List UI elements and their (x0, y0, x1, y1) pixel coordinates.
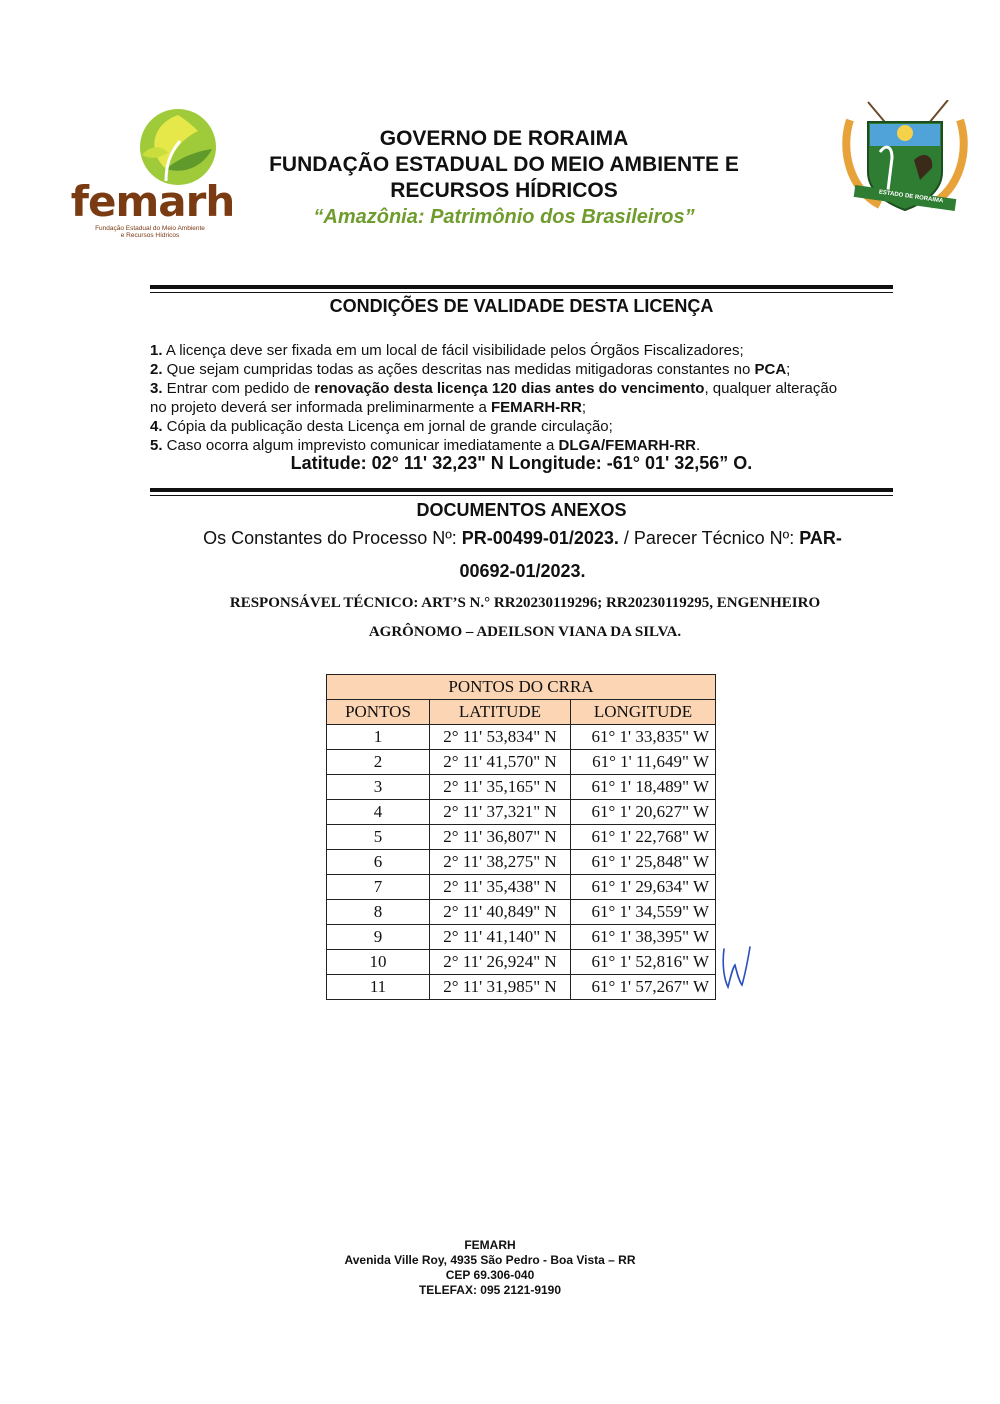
condition-item (150, 417, 910, 436)
coat-banner-text: ESTADO DE RORAIMA (878, 189, 944, 205)
roraima-coat-of-arms (840, 100, 970, 225)
cell-point: 11 (327, 975, 430, 1000)
condition-text: Que sejam cumpridas todas as ações descritas nas medidas mitigadoras constantes no (162, 361, 755, 378)
cell-longitude: 61° 1' 11,649" W (571, 750, 716, 775)
table-body (327, 725, 716, 1000)
footer-contact (300, 1238, 680, 1298)
logo-tagline (70, 225, 230, 239)
cell-latitude: 2° 11' 38,275" N (430, 850, 571, 875)
logo-tagline-line2: e Recursos Hídricos (120, 232, 180, 239)
cell-point: 7 (327, 875, 430, 900)
cell-latitude: 2° 11' 35,165" N (430, 775, 571, 800)
table-row (327, 775, 716, 800)
parecer-label: / Parecer Técnico Nº: (618, 528, 800, 548)
handwritten-initial-signature (718, 945, 754, 991)
table-row (327, 900, 716, 925)
responsible-line1: RESPONSÁVEL TÉCNICO: ART’S N.° RR20230119296; RR20230119295, ENGENHEIRO (229, 595, 821, 611)
column-header-pontos: PONTOS (327, 700, 430, 725)
table-row (327, 800, 716, 825)
table-row (327, 850, 716, 875)
condition-text: Cópia da publicação desta Licença em jornal de grande circulação; (162, 418, 613, 435)
condition-item (150, 379, 910, 417)
cell-latitude: 2° 11' 37,321" N (430, 800, 571, 825)
condition-item (150, 341, 910, 360)
condition-number: 4. (150, 418, 163, 435)
header-line-government: GOVERNO DE RORAIMA (379, 127, 629, 150)
footer-cep: CEP 69.306-040 (445, 1268, 535, 1282)
logo-wordmark: femarh (70, 177, 235, 226)
parecer-number-cont: 00692-01/2023. (459, 561, 586, 581)
process-reference (160, 522, 885, 588)
header-line-foundation: FUNDAÇÃO ESTADUAL DO MEIO AMBIENTE E (269, 153, 739, 176)
cell-point: 6 (327, 850, 430, 875)
coat-of-arms-icon (840, 100, 970, 225)
responsible-line2: AGRÔNOMO – ADEILSON VIANA DA SILVA. (368, 624, 682, 640)
cell-latitude: 2° 11' 36,807" N (430, 825, 571, 850)
cell-latitude: 2° 11' 53,834" N (430, 725, 571, 750)
cell-longitude: 61° 1' 22,768" W (571, 825, 716, 850)
condition-emphasis: DLGA/FEMARH-RR (558, 437, 696, 454)
crra-points-table (326, 674, 716, 1000)
condition-text: . (696, 437, 701, 454)
documents-title: DOCUMENTOS ANEXOS (416, 500, 627, 520)
leaf-logo-icon (70, 105, 235, 185)
condition-number: 2. (150, 361, 163, 378)
condition-number: 5. (150, 437, 163, 454)
cell-point: 4 (327, 800, 430, 825)
cell-longitude: 61° 1' 52,816" W (571, 950, 716, 975)
condition-number: 1. (150, 342, 163, 359)
table-row (327, 825, 716, 850)
header-motto: “Amazônia: Patrimônio dos Brasileiros” (313, 206, 695, 228)
condition-emphasis: renovação desta licença 120 dias antes do vencimento (314, 380, 705, 397)
footer-address: Avenida Ville Roy, 4935 São Pedro - Boa Vista – RR (344, 1253, 636, 1267)
header-line-resources: RECURSOS HÍDRICOS (390, 179, 618, 202)
column-header-longitude: LONGITUDE (571, 700, 716, 725)
cell-point: 10 (327, 950, 430, 975)
cell-longitude: 61° 1' 33,835" W (571, 725, 716, 750)
header-title-block (230, 126, 778, 231)
logo-tagline-line1: Fundação Estadual do Meio Ambiente (95, 225, 205, 232)
footer-phone: TELEFAX: 095 2121-9190 (418, 1283, 562, 1297)
conditions-title: CONDIÇÕES DE VALIDADE DESTA LICENÇA (329, 296, 714, 316)
condition-number: 3. (150, 380, 163, 397)
condition-item (150, 360, 910, 379)
table-row (327, 975, 716, 1000)
section-divider (150, 285, 893, 293)
parecer-number: PAR- (799, 528, 842, 548)
cell-point: 2 (327, 750, 430, 775)
table-row (327, 875, 716, 900)
process-number: PR-00499-01/2023. (461, 528, 619, 548)
cell-latitude: 2° 11' 35,438" N (430, 875, 571, 900)
cell-longitude: 61° 1' 18,489" W (571, 775, 716, 800)
cell-point: 5 (327, 825, 430, 850)
cell-point: 9 (327, 925, 430, 950)
condition-emphasis: PCA (754, 361, 787, 378)
cell-longitude: 61° 1' 25,848" W (571, 850, 716, 875)
cell-point: 8 (327, 900, 430, 925)
table-row (327, 750, 716, 775)
cell-longitude: 61° 1' 34,559" W (571, 900, 716, 925)
condition-text: , qualquer alteração (704, 380, 838, 397)
cell-latitude: 2° 11' 26,924" N (430, 950, 571, 975)
cell-point: 3 (327, 775, 430, 800)
process-label: Os Constantes do Processo Nº: (203, 528, 462, 548)
table-title: PONTOS DO CRRA (327, 675, 716, 700)
column-header-latitude: LATITUDE (430, 700, 571, 725)
location-coordinates: Latitude: 02° 11' 32,23" N Longitude: -61° 01' 32,56” O. (290, 453, 753, 473)
condition-text: ; (786, 361, 791, 378)
condition-text: ; (581, 399, 587, 416)
table-row (327, 950, 716, 975)
cell-longitude: 61° 1' 29,634" W (571, 875, 716, 900)
footer-org: FEMARH (464, 1238, 516, 1252)
cell-longitude: 61° 1' 20,627" W (571, 800, 716, 825)
cell-latitude: 2° 11' 41,140" N (430, 925, 571, 950)
cell-latitude: 2° 11' 31,985" N (430, 975, 571, 1000)
condition-text: Caso ocorra algum imprevisto comunicar imediatamente a (162, 437, 559, 454)
condition-text: no projeto deverá ser informada preliminarmente a (150, 399, 492, 416)
conditions-list (150, 341, 910, 455)
table-row (327, 925, 716, 950)
cell-latitude: 2° 11' 41,570" N (430, 750, 571, 775)
condition-text: Entrar com pedido de (162, 380, 315, 397)
cell-longitude: 61° 1' 57,267" W (571, 975, 716, 1000)
section-divider (150, 488, 893, 496)
cell-point: 1 (327, 725, 430, 750)
cell-longitude: 61° 1' 38,395" W (571, 925, 716, 950)
technical-responsible (180, 589, 870, 647)
condition-text: A licença deve ser fixada em um local de fácil visibilidade pelos Órgãos Fiscalizadores; (162, 342, 744, 359)
table-row (327, 725, 716, 750)
femarh-logo (70, 105, 235, 240)
cell-latitude: 2° 11' 40,849" N (430, 900, 571, 925)
condition-emphasis: FEMARH-RR (491, 399, 582, 416)
